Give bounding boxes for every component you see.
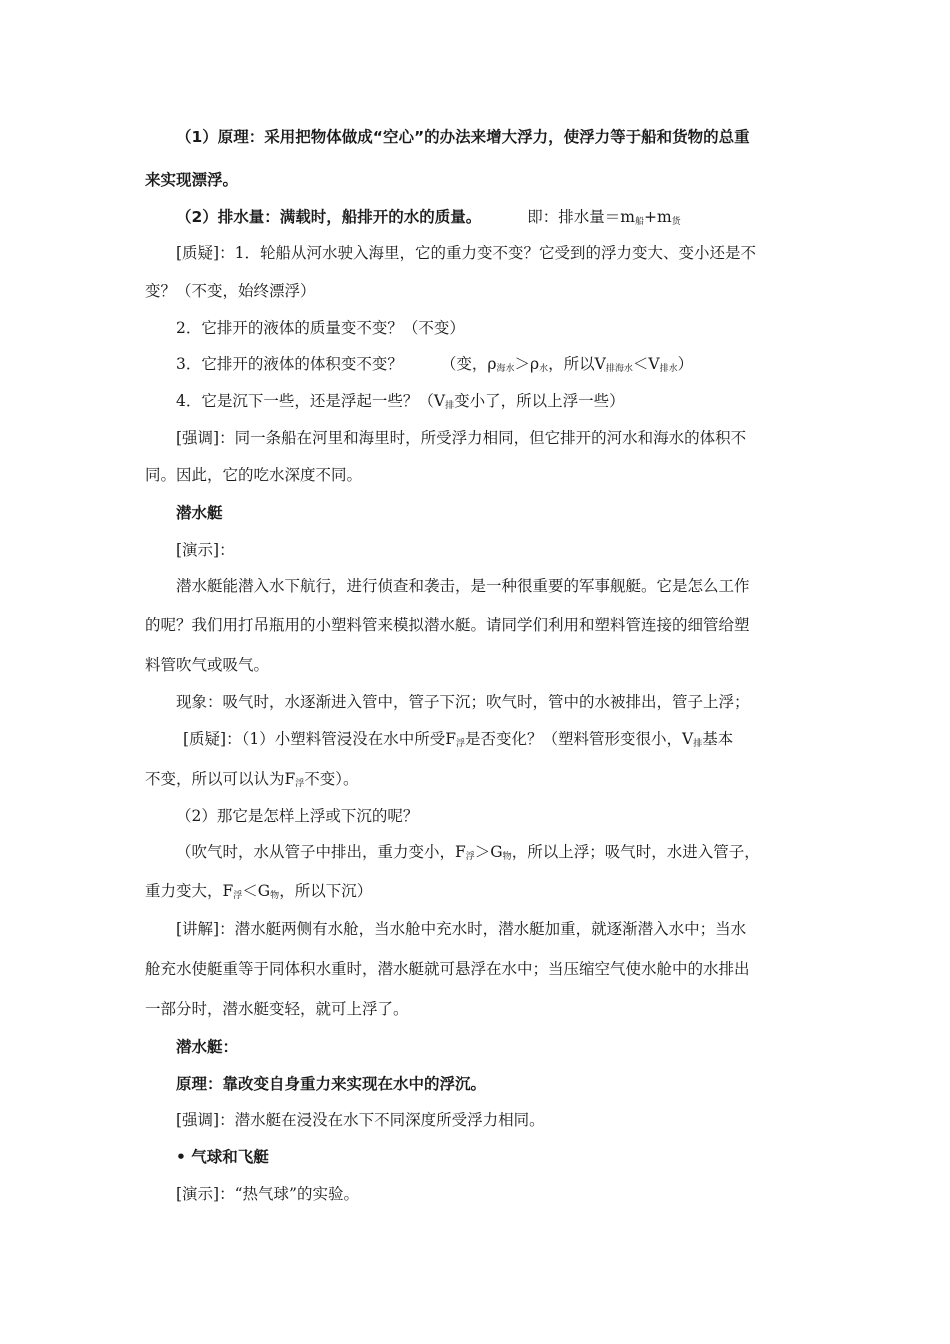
balloon-heading: • 气球和飞艇 (176, 1148, 269, 1166)
ship-question-3-answer: （变，$\rho_{海水}>\rho_水$，所以$V_{排海水}<V_{排水}$） (440, 355, 694, 374)
submarine-emphasis: [强调]：潜水艇在浸没在水下不同深度所受浮力相同。 (176, 1111, 545, 1129)
submarine-explain-a: [讲解]：潜水艇两侧有水舱，当水舱中充水时，潜水艇加重，就逐渐潜入水中；当水 (176, 920, 747, 938)
ship-emphasis-a: [强调]：同一条船在河里和海里时，所受浮力相同，但它排开的河水和海水的体积不 (176, 429, 747, 447)
submarine-heading: 潜水艇 (176, 504, 223, 522)
submarine-question-1b: 不变，所以可以认为$F_浮$不变）。 (145, 770, 359, 789)
submarine-summary-principle: 原理：靠改变自身重力来实现在水中的浮沉。 (176, 1075, 487, 1093)
ship-question-1b: 变？（不变，始终漂浮） (145, 282, 316, 300)
submarine-answer-a: （吹气时，水从管子中排出，重力变小，$F_浮>G_物$，所以上浮；吸气时，水进入管子， (176, 843, 760, 862)
submarine-intro-c: 料管吹气或吸气。 (145, 656, 270, 674)
submarine-intro-b: 的呢？我们用打吊瓶用的小塑料管来模拟潜水艇。请同学们利用和塑料管连接的细管给塑 (145, 616, 750, 634)
balloon-demo: [演示]：“热气球”的实验。 (176, 1185, 359, 1203)
ship-emphasis-b: 同。因此，它的吃水深度不同。 (145, 466, 363, 484)
displacement-label: （2）排水量：满载时，船排开的水的质量。 (176, 208, 482, 226)
submarine-intro-a: 潜水艇能潜入水下航行，进行侦查和袭击，是一种很重要的军事舰艇。它是怎么工作 (176, 577, 750, 595)
ship-principle-line-1: （1）原理：采用把物体做成“空心”的办法来增大浮力，使浮力等于船和货物的总重 (176, 128, 750, 146)
ship-question-1a: [质疑]：1．轮船从河水驶入海里，它的重力变不变？它受到的浮力变大、变小还是不 (176, 244, 756, 262)
submarine-phenomenon: 现象：吸气时，水逐渐进入管中，管子下沉；吹气时，管中的水被排出，管子上浮； (176, 693, 750, 711)
displacement-line (176, 207, 846, 232)
submarine-question-2: （2）那它是怎样上浮或下沉的呢？ (176, 807, 419, 825)
submarine-demo-label: [演示]： (176, 541, 235, 559)
submarine-summary-heading: 潜水艇： (176, 1038, 239, 1056)
ship-principle-line-2: 来实现漂浮。 (145, 171, 239, 189)
submarine-answer-b: 重力变大，$F_浮<G_物$，所以下沉） (145, 882, 373, 901)
submarine-explain-b: 舱充水使艇重等于同体积水重时，潜水艇就可悬浮在水中；当压缩空气使水舱中的水排出 (145, 960, 750, 978)
ship-question-3: 3．它排开的液体的体积变不变？ （变，$\rho_{海水}>\rho_水$，所以$V_{排海水}<V_{排水}$） (176, 355, 694, 374)
ship-question-2: 2．它排开的液体的质量变不变？（不变） (176, 319, 465, 337)
submarine-question-1: [质疑]：（1）小塑料管浸没在水中所受$F_浮$是否变化？（塑料管形变很小，$V_排$基本 (183, 730, 734, 749)
ship-question-4: 4．它是沉下一些，还是浮起一些？（$V_排$变小了，所以上浮一些） (176, 392, 625, 411)
submarine-explain-c: 一部分时，潜水艇变轻，就可上浮了。 (145, 1000, 409, 1018)
displacement-formula: 即：排水量$=m_船+m_货$ (527, 208, 681, 227)
